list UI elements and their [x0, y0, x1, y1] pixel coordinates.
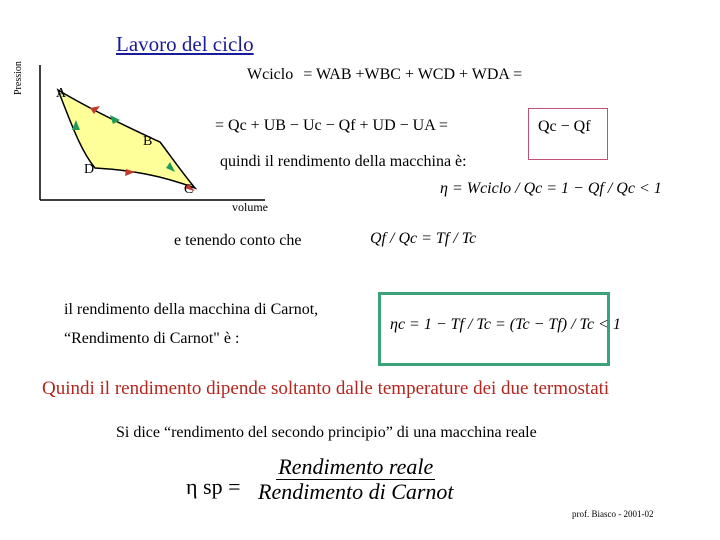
ratio-formula: Qf / Qc = Tf / Tc: [370, 230, 477, 247]
work-equation: [247, 66, 522, 84]
eta-sp-numerator: Rendimento reale: [278, 454, 434, 479]
work-right: = WAB +WBC + WCD + WDA =: [303, 66, 523, 83]
energy-equation: = Qc + UB − Uc − Qf + UD − UA =: [215, 117, 448, 134]
y-axis-label: Pression: [13, 61, 24, 95]
point-a: A: [56, 86, 67, 101]
qc-minus-qf: Qc − Qf: [538, 118, 591, 135]
second-principle-text: Si dice “rendimento del secondo principio” di una macchina reale: [116, 424, 537, 441]
work-left: Wciclo: [247, 66, 294, 83]
carnot-formula: ηc = 1 − Tf / Tc = (Tc − Tf) / Tc < 1: [390, 316, 621, 333]
carnot-line1: il rendimento della macchina di Carnot,: [64, 301, 319, 318]
considering-text: e tenendo conto che: [174, 232, 302, 249]
point-b: B: [143, 134, 153, 149]
efficiency-formula: η = Wciclo / Qc = 1 − Qf / Qc < 1: [440, 180, 662, 197]
footer-credit: prof. Biasco - 2001-02: [572, 509, 654, 519]
pv-diagram: [30, 60, 280, 210]
point-c: C: [184, 182, 194, 197]
carnot-line2: “Rendimento di Carnot" è :: [64, 330, 240, 347]
eta-sp-denominator: Rendimento di Carnot: [258, 479, 454, 505]
x-axis-label: volume: [232, 200, 268, 214]
eta-sp-frac: [256, 455, 456, 504]
eta-sp-label: η sp =: [186, 474, 241, 499]
efficiency-intro: quindi il rendimento della macchina è:: [220, 153, 467, 170]
point-d: D: [84, 162, 95, 177]
slide-title: Lavoro del ciclo: [116, 32, 254, 56]
eta-sp-fraction: [256, 455, 456, 504]
conclusion-text: Quindi il rendimento dipende soltanto dalle temperature dei due termostati: [42, 378, 610, 399]
